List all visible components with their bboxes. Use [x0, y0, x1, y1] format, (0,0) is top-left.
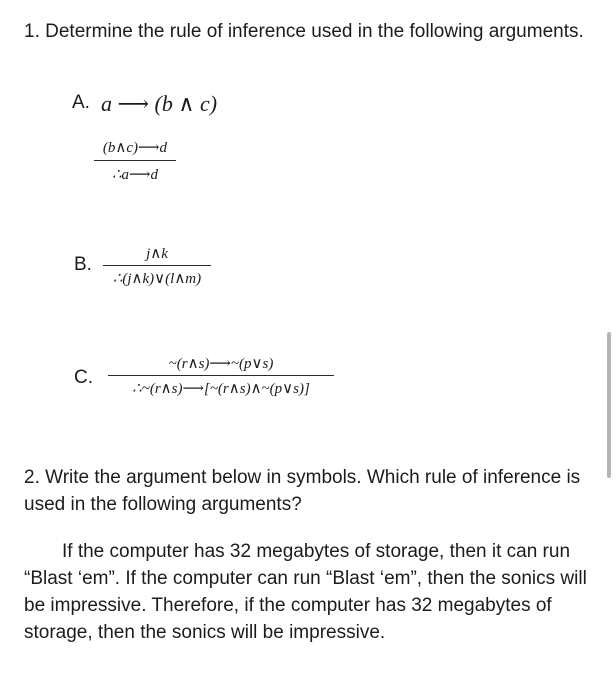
part-c-label: C.	[74, 367, 93, 388]
part-b-label: B.	[74, 254, 92, 275]
part-b-fraction	[103, 244, 211, 288]
question-1-text: 1. Determine the rule of inference used in the following arguments.	[24, 21, 584, 42]
question-2-paragraph: If the computer has 32 megabytes of storage, then it can run “Blast ‘em”. If the computer can run “Blast ‘em”, then the sonics will be impressive. Therefore, if the computer has 32 megabytes of storage, then the sonics will be impressive.	[24, 541, 587, 643]
part-c-premise: ~(r∧s)⟶~(p∨s)	[168, 356, 274, 372]
part-a-premise-1: a ⟶ (b ∧ c)	[101, 91, 218, 116]
part-b-conclusion: ∴(j∧k)∨(l∧m)	[112, 271, 202, 287]
question-2-text: 2. Write the argument below in symbols. Which rule of inference is used in the following arguments?	[24, 467, 581, 515]
part-a-fraction	[94, 138, 176, 184]
part-c-conclusion: ∴~(r∧s)⟶[~(r∧s)∧~(p∨s)]	[132, 381, 310, 397]
part-a-conclusion: ∴a⟶d	[111, 167, 159, 183]
part-b-fraction-bar	[103, 265, 211, 266]
part-a-fraction-bar	[94, 160, 176, 161]
part-a-premise-2: (b∧c)⟶d	[102, 140, 168, 156]
part-c-fraction-bar	[108, 375, 334, 376]
part-a-label: A.	[72, 92, 90, 113]
scrollbar-thumb[interactable]	[607, 332, 611, 478]
part-c-fraction	[108, 354, 334, 398]
part-b-premise: j∧k	[146, 246, 168, 262]
